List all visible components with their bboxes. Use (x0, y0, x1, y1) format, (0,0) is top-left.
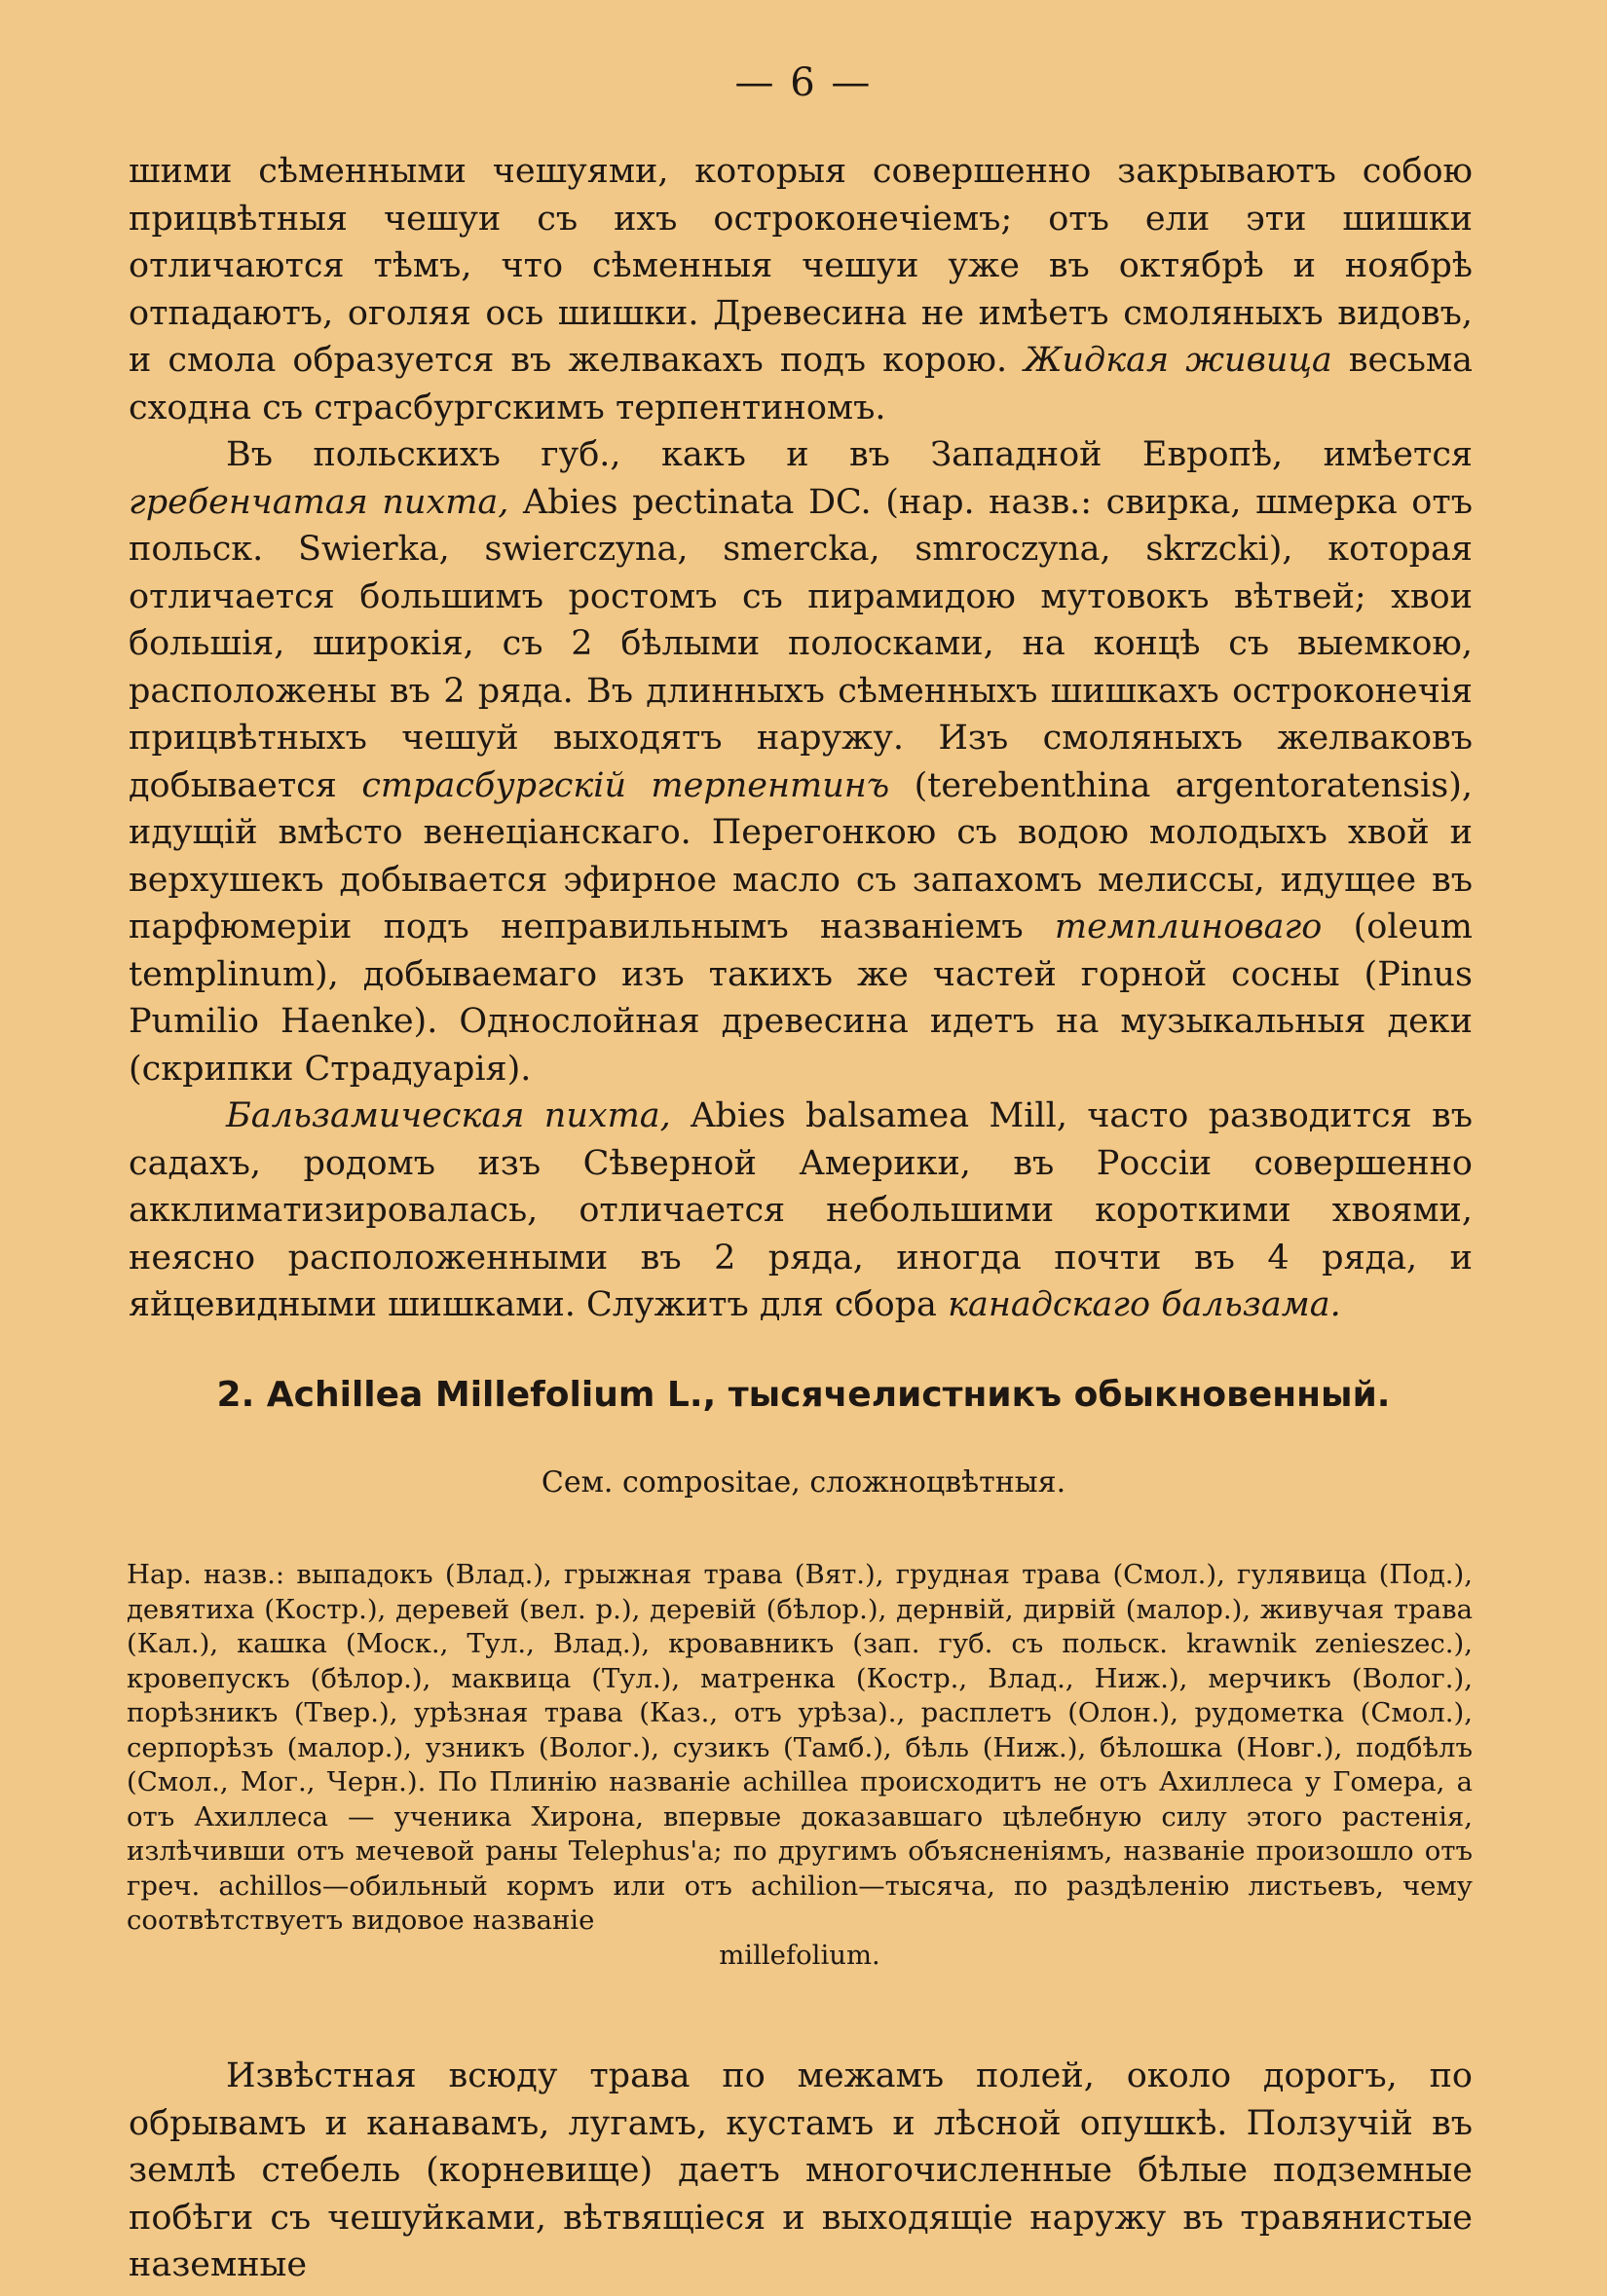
page-number: — 6 — (734, 60, 873, 105)
family-line: Сем. compositae, сложноцвѣтныя. (541, 1465, 1066, 1500)
paragraph-fir-cones: шими сѣменными чешуями, которыя совершенно закрываютъ собою прицвѣтныя чешуи съ ихъ остроконечіемъ; отъ ели эти шишки отличаются тѣмъ, что сѣменныя чешуи уже въ октябрѣ и ноябрѣ отпадаютъ, оголяя ось шишки. Древесина не имѣетъ смоляныхъ видовъ, и смола образуется въ желвакахъ подъ корою. Жидкая живица весьма сходна съ страсбургскимъ терпентиномъ. (129, 152, 1473, 427)
italic-term-balzamicheskaya-pikhta: Бальзамическая пихта, (226, 1096, 671, 1135)
italic-term-templinovago: темплиноваго (1054, 907, 1323, 946)
italic-term-kanadskago-balzama: канадскаго бальзама. (948, 1285, 1341, 1324)
paragraph-achillea-habitat: Извѣстная всюду трава по межамъ полей, около дорогъ, по обрывамъ и канавамъ, лугамъ, кустамъ и лѣсной опушкѣ. Ползучій въ землѣ стебель (корневище) даетъ многочисленные бѣлые подземные побѣги съ чешуйками, вѣтвящіеся и выходящіе наружу въ травянистые наземные (129, 2056, 1473, 2284)
italic-term-grebenchataya-pikhta: гребенчатая пихта, (129, 482, 509, 522)
note-last-word: millefolium. (719, 1939, 880, 1971)
section-fir-text (129, 148, 1473, 1329)
paragraph-abies-pectinata: Въ польскихъ губ., какъ и въ Западной Европѣ, имѣется гребенчатая пихта, Abies pectinata DC. (нар. назв.: свирка, шмерка отъ польск. Swierka, swierczyna, smercka, smroczyna, skrzcki), которая отличается большимъ ростомъ съ пирамидою мутовокъ вѣтвей; хвои большія, широкія, съ 2 бѣлыми полосками, на концѣ съ выемкою, расположены въ 2 ряда. Въ длинныхъ сѣменныхъ шишкахъ остроконечія прицвѣтныхъ чешуй выходятъ наружу. Изъ смоляныхъ желваковъ добывается страсбургскій терпентинъ (terebenthina argentoratensis), идущій вмѣсто венеціанскаго. Перегонкою съ водою молодыхъ хвой и верхушекъ добывается эфирное масло съ запахомъ мелиссы, идущее въ парфюмеріи подъ неправильнымъ названіемъ темплиноваго (oleum templinum), добываемаго изъ такихъ же частей горной сосны (Pinus Pumilio Haenke). Однослойная древесина идетъ на музыкальныя деки (скрипки Страдуарія). (129, 435, 1473, 1089)
paragraph-abies-balsamea: Бальзамическая пихта, Abies balsamea Mill, часто разводится въ садахъ, родомъ изъ Сѣверной Америки, въ Россіи совершенно акклиматизировалась, отличается небольшими короткими хвоями, неясно расположенными въ 2 ряда, иногда почти въ 4 ряда, и яйцевидными шишками. Служитъ для сбора канадскаго бальзама. (129, 1096, 1473, 1324)
section-achillea-text (129, 2053, 1473, 2289)
section-heading-achillea: 2. Achillea Millefolium L., тысячелистникъ обыкновенный. (216, 1375, 1391, 1415)
italic-term-zhivitsa: Жидкая живица (1024, 341, 1332, 380)
vernacular-names-note: Нар. назв.: выпадокъ (Влад.), грыжная трава (Вят.), грудная трава (Смол.), гулявица (Под.), девятиха (Костр.), деревей (вел. р.), деревій (бѣлор.), дернвій, дирвій (малор.), живучая трава (Кал.), кашка (Моск., Тул., Влад.), кровавникъ (зап. губ. съ польск. krawnik zenieszec.), кровепускъ (бѣлор.), маквица (Тул.), матренка (Костр., Влад., Ниж.), мерчикъ (Волог.), порѣзникъ (Твер.), урѣзная трава (Каз., отъ урѣза)., расплетъ (Олон.), рудометка (Смол.), серпорѣзъ (малор.), узникъ (Волог.), сузикъ (Тамб.), бѣль (Ниж.), бѣлошка (Новг.), подбѣлъ (Смол., Мог., Черн.). По Плинію названіе achillea происходитъ не отъ Ахиллеса у Гомера, а отъ Ахиллеса — ученика Хирона, впервые доказавшаго цѣлебную силу этого растенія, излѣчивши отъ мечевой раны Telephus'a; по другимъ объясненіямъ, названіе произошло отъ греч. achillos—обильный кормъ или отъ achilion—тысяча, по раздѣленію листьевъ, чему соотвѣтствуетъ видовое названіе millefolium. (127, 1558, 1473, 1973)
italic-term-terpentin: страсбургскій терпентинъ (361, 765, 890, 805)
